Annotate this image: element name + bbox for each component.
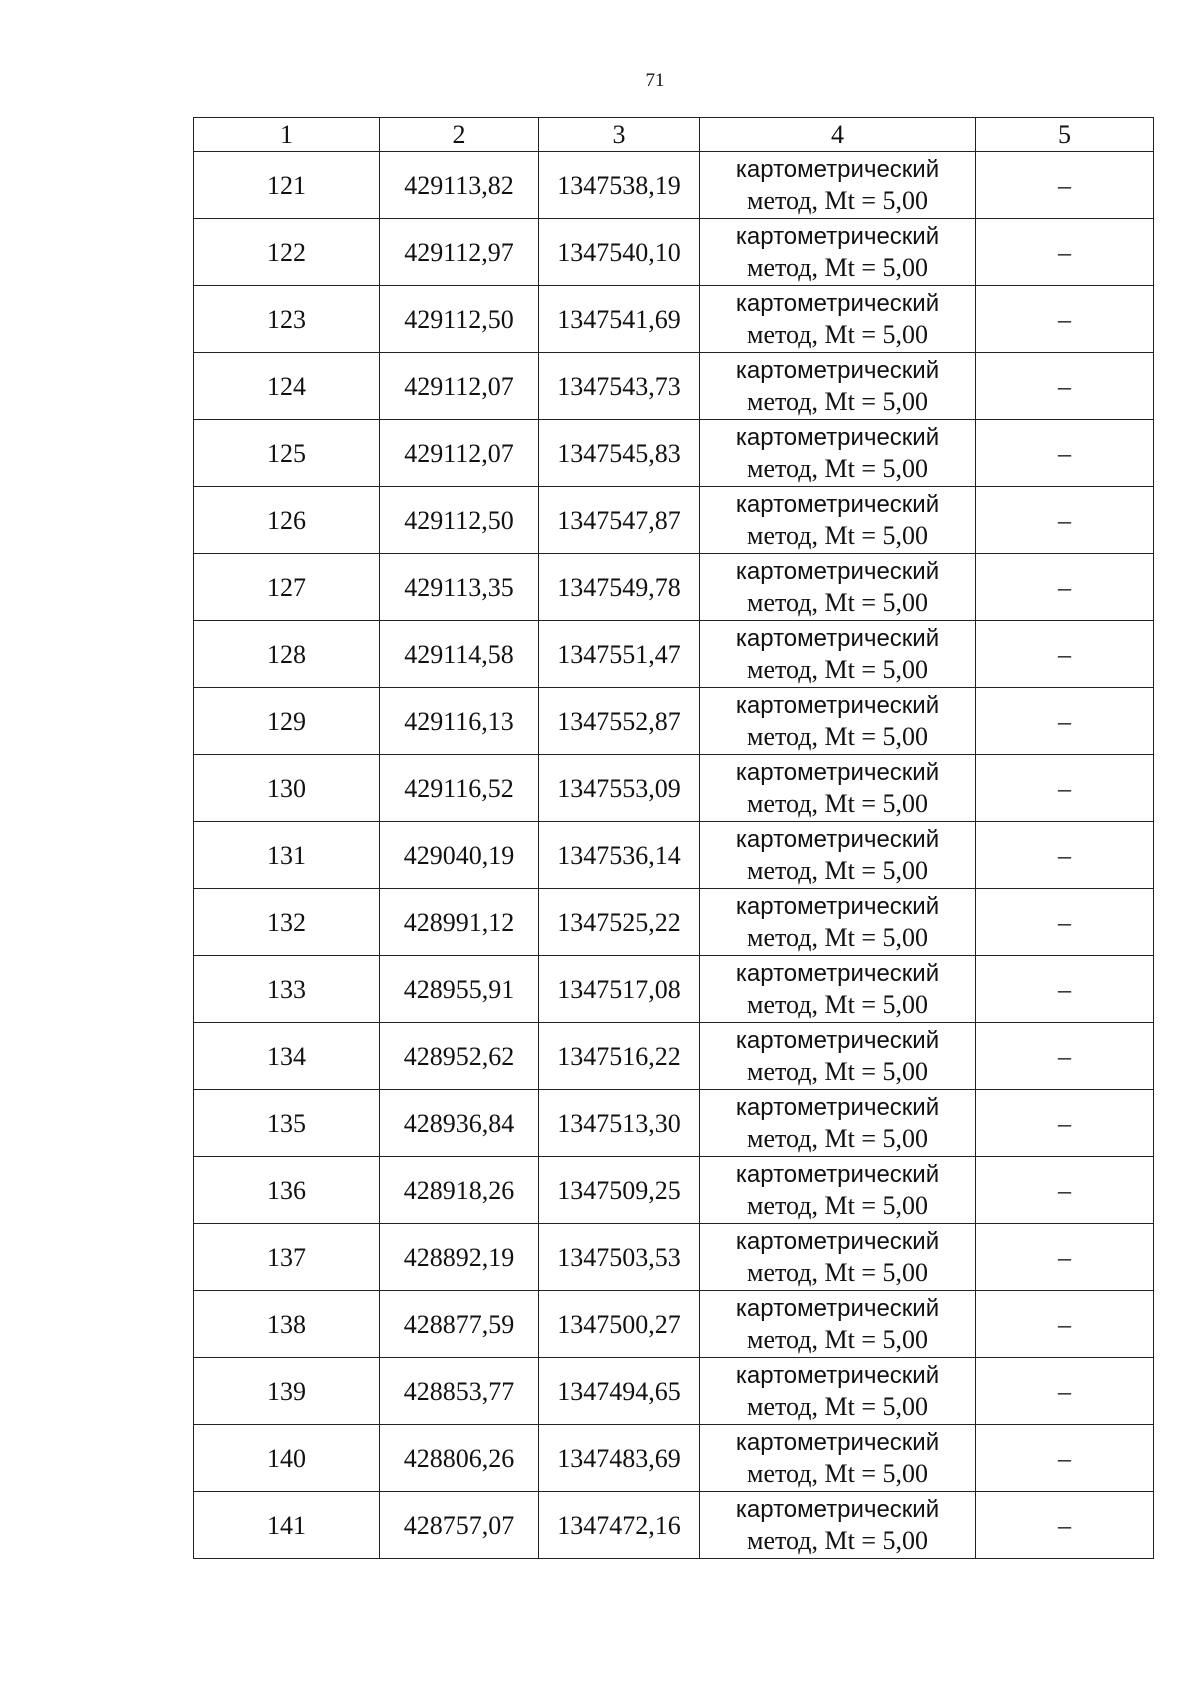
table-row bbox=[194, 755, 1154, 822]
table-body bbox=[194, 152, 1154, 1559]
x-coordinate-cell: 429112,97 bbox=[380, 219, 539, 286]
method-cell bbox=[700, 822, 976, 889]
method-line-2: метод, Mt = 5,00 bbox=[747, 320, 928, 349]
coordinates-table bbox=[193, 117, 1154, 1559]
description-cell: – bbox=[976, 956, 1154, 1023]
method-line-1: картометрический bbox=[735, 1429, 940, 1456]
y-coordinate-cell: 1347472,16 bbox=[539, 1492, 700, 1559]
point-number-cell: 141 bbox=[194, 1492, 380, 1559]
point-number-cell: 135 bbox=[194, 1090, 380, 1157]
table-row bbox=[194, 621, 1154, 688]
point-number-cell: 125 bbox=[194, 420, 380, 487]
point-number-cell: 122 bbox=[194, 219, 380, 286]
method-cell bbox=[700, 420, 976, 487]
method-line-2: метод, Mt = 5,00 bbox=[747, 1325, 928, 1354]
method-line-1: картометрический bbox=[735, 692, 940, 719]
method-line-1: картометрический bbox=[735, 1228, 940, 1255]
y-coordinate-cell: 1347553,09 bbox=[539, 755, 700, 822]
method-line-1: картометрический bbox=[735, 223, 940, 250]
method-line-2: метод, Mt = 5,00 bbox=[747, 454, 928, 483]
x-coordinate-cell: 429116,52 bbox=[380, 755, 539, 822]
point-number-cell: 132 bbox=[194, 889, 380, 956]
y-coordinate-cell: 1347509,25 bbox=[539, 1157, 700, 1224]
x-coordinate-cell: 428936,84 bbox=[380, 1090, 539, 1157]
table-row bbox=[194, 1224, 1154, 1291]
method-cell bbox=[700, 554, 976, 621]
x-coordinate-cell: 428806,26 bbox=[380, 1425, 539, 1492]
table-row bbox=[194, 420, 1154, 487]
point-number-cell: 124 bbox=[194, 353, 380, 420]
header-col-2: 2 bbox=[380, 118, 539, 152]
method-cell bbox=[700, 1090, 976, 1157]
method-line-1: картометрический bbox=[735, 826, 940, 853]
point-number-cell: 128 bbox=[194, 621, 380, 688]
x-coordinate-cell: 428853,77 bbox=[380, 1358, 539, 1425]
description-cell: – bbox=[976, 1224, 1154, 1291]
x-coordinate-cell: 429112,50 bbox=[380, 487, 539, 554]
y-coordinate-cell: 1347543,73 bbox=[539, 353, 700, 420]
method-cell bbox=[700, 621, 976, 688]
method-cell bbox=[700, 1425, 976, 1492]
y-coordinate-cell: 1347545,83 bbox=[539, 420, 700, 487]
table-row bbox=[194, 1425, 1154, 1492]
method-line-1: картометрический bbox=[735, 1027, 940, 1054]
y-coordinate-cell: 1347503,53 bbox=[539, 1224, 700, 1291]
method-cell bbox=[700, 1358, 976, 1425]
description-cell: – bbox=[976, 1157, 1154, 1224]
y-coordinate-cell: 1347517,08 bbox=[539, 956, 700, 1023]
method-line-2: метод, Mt = 5,00 bbox=[747, 1526, 928, 1555]
method-line-2: метод, Mt = 5,00 bbox=[747, 1392, 928, 1421]
table-row bbox=[194, 1358, 1154, 1425]
description-cell: – bbox=[976, 554, 1154, 621]
method-line-1: картометрический bbox=[735, 960, 940, 987]
method-line-1: картометрический bbox=[735, 558, 940, 585]
description-cell: – bbox=[976, 755, 1154, 822]
method-line-2: метод, Mt = 5,00 bbox=[747, 856, 928, 885]
y-coordinate-cell: 1347513,30 bbox=[539, 1090, 700, 1157]
point-number-cell: 126 bbox=[194, 487, 380, 554]
method-line-2: метод, Mt = 5,00 bbox=[747, 588, 928, 617]
method-line-2: метод, Mt = 5,00 bbox=[747, 186, 928, 215]
description-cell: – bbox=[976, 1492, 1154, 1559]
x-coordinate-cell: 428955,91 bbox=[380, 956, 539, 1023]
x-coordinate-cell: 428877,59 bbox=[380, 1291, 539, 1358]
description-cell: – bbox=[976, 1090, 1154, 1157]
method-line-1: картометрический bbox=[735, 491, 940, 518]
table-row bbox=[194, 487, 1154, 554]
header-row bbox=[194, 118, 1154, 152]
method-line-1: картометрический bbox=[735, 357, 940, 384]
y-coordinate-cell: 1347525,22 bbox=[539, 889, 700, 956]
method-line-2: метод, Mt = 5,00 bbox=[747, 1057, 928, 1086]
method-line-1: картометрический bbox=[735, 1161, 940, 1188]
table-row bbox=[194, 1291, 1154, 1358]
method-line-2: метод, Mt = 5,00 bbox=[747, 1191, 928, 1220]
table-row bbox=[194, 1157, 1154, 1224]
point-number-cell: 136 bbox=[194, 1157, 380, 1224]
y-coordinate-cell: 1347538,19 bbox=[539, 152, 700, 219]
method-cell bbox=[700, 152, 976, 219]
method-line-2: метод, Mt = 5,00 bbox=[747, 923, 928, 952]
method-cell bbox=[700, 889, 976, 956]
x-coordinate-cell: 429040,19 bbox=[380, 822, 539, 889]
point-number-cell: 131 bbox=[194, 822, 380, 889]
method-line-2: метод, Mt = 5,00 bbox=[747, 521, 928, 550]
method-line-1: картометрический bbox=[735, 893, 940, 920]
method-line-2: метод, Mt = 5,00 bbox=[747, 253, 928, 282]
header-col-4: 4 bbox=[700, 118, 976, 152]
point-number-cell: 133 bbox=[194, 956, 380, 1023]
y-coordinate-cell: 1347547,87 bbox=[539, 487, 700, 554]
y-coordinate-cell: 1347540,10 bbox=[539, 219, 700, 286]
point-number-cell: 127 bbox=[194, 554, 380, 621]
x-coordinate-cell: 428892,19 bbox=[380, 1224, 539, 1291]
method-line-1: картометрический bbox=[735, 625, 940, 652]
method-line-1: картометрический bbox=[735, 1295, 940, 1322]
method-cell bbox=[700, 487, 976, 554]
method-line-2: метод, Mt = 5,00 bbox=[747, 722, 928, 751]
method-line-2: метод, Mt = 5,00 bbox=[747, 387, 928, 416]
header-col-3: 3 bbox=[539, 118, 700, 152]
method-line-1: картометрический bbox=[735, 290, 940, 317]
y-coordinate-cell: 1347552,87 bbox=[539, 688, 700, 755]
y-coordinate-cell: 1347494,65 bbox=[539, 1358, 700, 1425]
description-cell: – bbox=[976, 286, 1154, 353]
description-cell: – bbox=[976, 1023, 1154, 1090]
method-cell bbox=[700, 286, 976, 353]
method-line-2: метод, Mt = 5,00 bbox=[747, 1258, 928, 1287]
x-coordinate-cell: 429116,13 bbox=[380, 688, 539, 755]
method-line-2: метод, Mt = 5,00 bbox=[747, 655, 928, 684]
method-line-2: метод, Mt = 5,00 bbox=[747, 789, 928, 818]
description-cell: – bbox=[976, 1425, 1154, 1492]
header-col-1: 1 bbox=[194, 118, 380, 152]
method-line-1: картометрический bbox=[735, 1362, 940, 1389]
table-header bbox=[194, 118, 1154, 152]
table-row bbox=[194, 152, 1154, 219]
description-cell: – bbox=[976, 822, 1154, 889]
method-cell bbox=[700, 1224, 976, 1291]
description-cell: – bbox=[976, 889, 1154, 956]
x-coordinate-cell: 428918,26 bbox=[380, 1157, 539, 1224]
method-line-1: картометрический bbox=[735, 759, 940, 786]
x-coordinate-cell: 428952,62 bbox=[380, 1023, 539, 1090]
description-cell: – bbox=[976, 487, 1154, 554]
method-cell bbox=[700, 1023, 976, 1090]
x-coordinate-cell: 429112,07 bbox=[380, 353, 539, 420]
description-cell: – bbox=[976, 353, 1154, 420]
point-number-cell: 138 bbox=[194, 1291, 380, 1358]
x-coordinate-cell: 429113,35 bbox=[380, 554, 539, 621]
description-cell: – bbox=[976, 219, 1154, 286]
y-coordinate-cell: 1347483,69 bbox=[539, 1425, 700, 1492]
page-number: 71 bbox=[645, 70, 665, 91]
method-line-1: картометрический bbox=[735, 424, 940, 451]
x-coordinate-cell: 429113,82 bbox=[380, 152, 539, 219]
method-cell bbox=[700, 219, 976, 286]
method-cell bbox=[700, 688, 976, 755]
table-row bbox=[194, 353, 1154, 420]
x-coordinate-cell: 429114,58 bbox=[380, 621, 539, 688]
x-coordinate-cell: 428757,07 bbox=[380, 1492, 539, 1559]
method-cell bbox=[700, 755, 976, 822]
method-line-2: метод, Mt = 5,00 bbox=[747, 990, 928, 1019]
description-cell: – bbox=[976, 621, 1154, 688]
description-cell: – bbox=[976, 688, 1154, 755]
point-number-cell: 123 bbox=[194, 286, 380, 353]
description-cell: – bbox=[976, 1358, 1154, 1425]
method-line-1: картометрический bbox=[735, 1496, 940, 1523]
table-row bbox=[194, 1090, 1154, 1157]
y-coordinate-cell: 1347500,27 bbox=[539, 1291, 700, 1358]
header-col-5: 5 bbox=[976, 118, 1154, 152]
description-cell: – bbox=[976, 152, 1154, 219]
table-row bbox=[194, 219, 1154, 286]
y-coordinate-cell: 1347549,78 bbox=[539, 554, 700, 621]
table-row bbox=[194, 822, 1154, 889]
x-coordinate-cell: 428991,12 bbox=[380, 889, 539, 956]
point-number-cell: 130 bbox=[194, 755, 380, 822]
point-number-cell: 139 bbox=[194, 1358, 380, 1425]
x-coordinate-cell: 429112,50 bbox=[380, 286, 539, 353]
table-row bbox=[194, 1023, 1154, 1090]
table-row bbox=[194, 286, 1154, 353]
point-number-cell: 129 bbox=[194, 688, 380, 755]
point-number-cell: 134 bbox=[194, 1023, 380, 1090]
table-row bbox=[194, 956, 1154, 1023]
description-cell: – bbox=[976, 1291, 1154, 1358]
method-cell bbox=[700, 1492, 976, 1559]
description-cell: – bbox=[976, 420, 1154, 487]
x-coordinate-cell: 429112,07 bbox=[380, 420, 539, 487]
method-line-1: картометрический bbox=[735, 156, 940, 183]
y-coordinate-cell: 1347551,47 bbox=[539, 621, 700, 688]
y-coordinate-cell: 1347516,22 bbox=[539, 1023, 700, 1090]
y-coordinate-cell: 1347541,69 bbox=[539, 286, 700, 353]
method-cell bbox=[700, 1157, 976, 1224]
method-line-2: метод, Mt = 5,00 bbox=[747, 1459, 928, 1488]
table-row bbox=[194, 1492, 1154, 1559]
table-row bbox=[194, 889, 1154, 956]
method-cell bbox=[700, 956, 976, 1023]
table-row bbox=[194, 688, 1154, 755]
method-line-2: метод, Mt = 5,00 bbox=[747, 1124, 928, 1153]
point-number-cell: 121 bbox=[194, 152, 380, 219]
y-coordinate-cell: 1347536,14 bbox=[539, 822, 700, 889]
coordinates-table-wrapper bbox=[193, 117, 1153, 1559]
method-cell bbox=[700, 1291, 976, 1358]
point-number-cell: 137 bbox=[194, 1224, 380, 1291]
method-cell bbox=[700, 353, 976, 420]
method-line-1: картометрический bbox=[735, 1094, 940, 1121]
table-row bbox=[194, 554, 1154, 621]
point-number-cell: 140 bbox=[194, 1425, 380, 1492]
